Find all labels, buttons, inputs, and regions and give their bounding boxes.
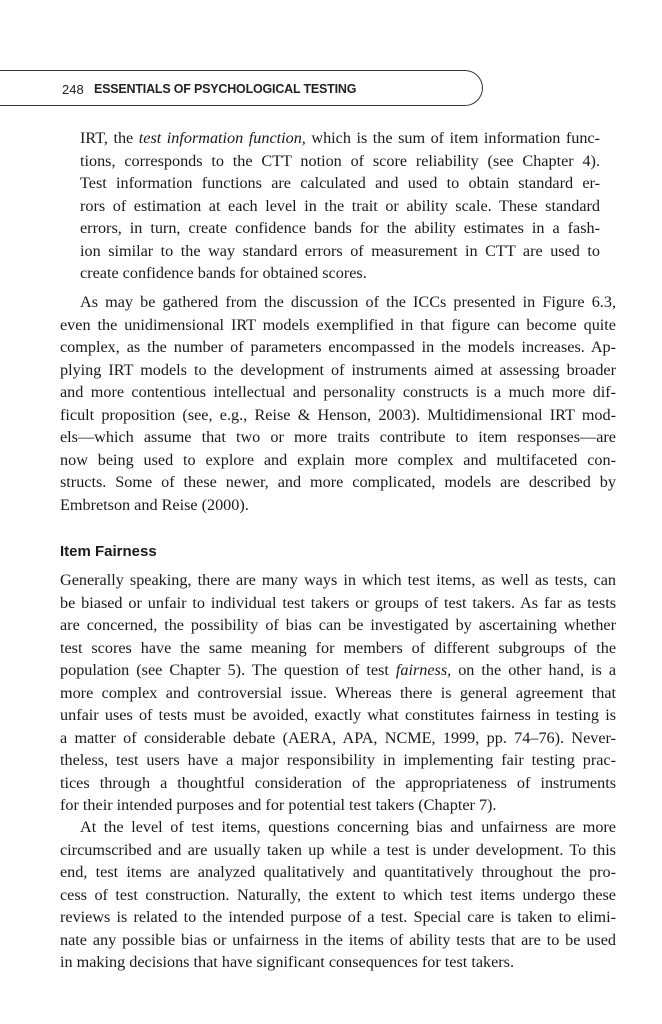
text-segment: circumscribed and are usually taken up while a test is under development. To this [60,840,616,859]
italic-term: test information function, [138,129,306,147]
text-segment: structs. Some of these newer, and more complicated, models are described by [60,473,616,491]
text-line [60,381,616,404]
text-line [60,749,616,772]
text-segment: and more contentious intellectual and personality constructs is a much more dif- [60,383,616,401]
text-segment: for their intended purposes and for potential test takers (Chapter 7). [60,796,497,814]
text-segment: on the other hand, is a [451,661,617,679]
section-heading: Item Fairness [60,543,157,560]
text-segment: IRT, the [80,129,139,147]
running-title: ESSENTIALS OF PSYCHOLOGICAL TESTING [94,82,357,96]
text-line [60,336,616,359]
text-segment: complex, as the number of parameters encompassed in the models increases. Ap- [60,338,616,356]
text-line [80,217,600,240]
text-line [60,659,616,682]
text-segment: population (see Chapter 5). The question of test [60,661,396,679]
text-line [60,569,616,592]
text-line [60,291,616,314]
text-segment: now being used to explore and explain more complex and multifaceted con- [60,450,616,469]
text-segment: create confidence bands for obtained scores. [80,264,367,282]
text-line [60,359,616,382]
text-segment: ion similar to the way standard errors of measurement in CTT are used to [80,241,600,260]
italic-term: fairness, [395,661,452,679]
text-segment: Generally speaking, there are many ways in which test items, as well as tests, can [60,571,616,589]
text-line [80,262,600,285]
text-line [80,150,600,173]
text-segment: Test information functions are calculated and used to obtain standard er- [80,174,600,192]
text-line [60,614,616,637]
text-line [60,704,616,727]
paragraph-test-information [80,127,600,285]
text-segment: errors, in turn, create confidence bands for the ability estimates in a fash- [80,219,600,237]
text-segment: As may be gathered from the discussion of the ICCs presented in Figure 6.3, [80,293,616,311]
text-line [60,727,616,750]
text-line [60,906,616,929]
text-line [60,682,616,705]
text-line [60,404,616,427]
text-segment: els—which assume that two or more traits contribute to item responses—are [60,428,616,446]
text-line [60,929,616,952]
running-header [0,70,483,106]
text-segment: theless, test users have a major responsibility in implementing fair testing prac- [60,751,616,769]
text-line [60,426,616,449]
text-segment: tices through a thoughtful consideration of the appropriateness of instruments [60,773,616,792]
text-line [80,195,600,218]
text-segment: a matter of considerable debate (AERA, APA, NCME, 1999, pp. 74–76). Never- [60,728,616,747]
text-line [60,637,616,660]
text-segment: tions, corresponds to the CTT notion of score reliability (see Chapter 4). [80,151,600,170]
text-line [60,794,616,817]
text-segment: ficult proposition (see, e.g., Reise & Henson, 2003). Multidimensional IRT mod- [60,405,616,424]
text-line [60,471,616,494]
text-line [60,314,616,337]
text-segment: At the level of test items, questions concerning bias and unfairness are more [80,818,616,836]
text-line [60,592,616,615]
text-segment: nate any possible bias or unfairness in the items of ability tests that are to be used [60,930,616,949]
text-line [60,951,616,974]
text-line [60,839,616,862]
text-segment: unfair uses of tests must be avoided, exactly what constitutes fairness in testing is [60,706,616,724]
text-line [60,884,616,907]
text-segment: be biased or unfair to individual test takers or groups of test takers. As far as tests [60,593,616,612]
text-line [60,772,616,795]
page-number: 248 [62,82,84,97]
text-segment: which is the sum of item information func- [305,129,600,147]
text-line [60,861,616,884]
text-segment: test scores have the same meaning for members of different subgroups of the [60,638,616,657]
text-line [80,172,600,195]
text-line [80,240,600,263]
text-segment: more complex and controversial issue. Whereas there is general agreement that [60,683,616,702]
text-segment: rors of estimation at each level in the trait or ability scale. These standard [80,196,600,215]
text-segment: even the unidimensional IRT models exemplified in that figure can become quite [60,315,616,334]
text-line [60,816,616,839]
text-segment: are concerned, the possibility of bias can be investigated by ascertaining whether [60,616,616,634]
text-line [60,449,616,472]
text-segment: end, test items are analyzed qualitatively and quantitatively throughout the pro- [60,863,616,881]
text-segment: in making decisions that have significant consequences for test takers. [60,953,515,971]
text-line [60,494,616,517]
text-segment: cess of test construction. Naturally, the extent to which test items undergo these [60,885,616,904]
paragraph-item-bias [60,816,616,974]
text-segment: plying IRT models to the development of instruments aimed at assessing broader [60,360,616,379]
paragraph-fairness [60,569,616,817]
text-line [80,127,600,150]
text-segment: Embretson and Reise (2000). [60,495,249,514]
text-segment: reviews is related to the intended purpose of a test. Special care is taken to elimi- [60,908,616,926]
paragraph-multidimensional-irt [60,291,616,516]
